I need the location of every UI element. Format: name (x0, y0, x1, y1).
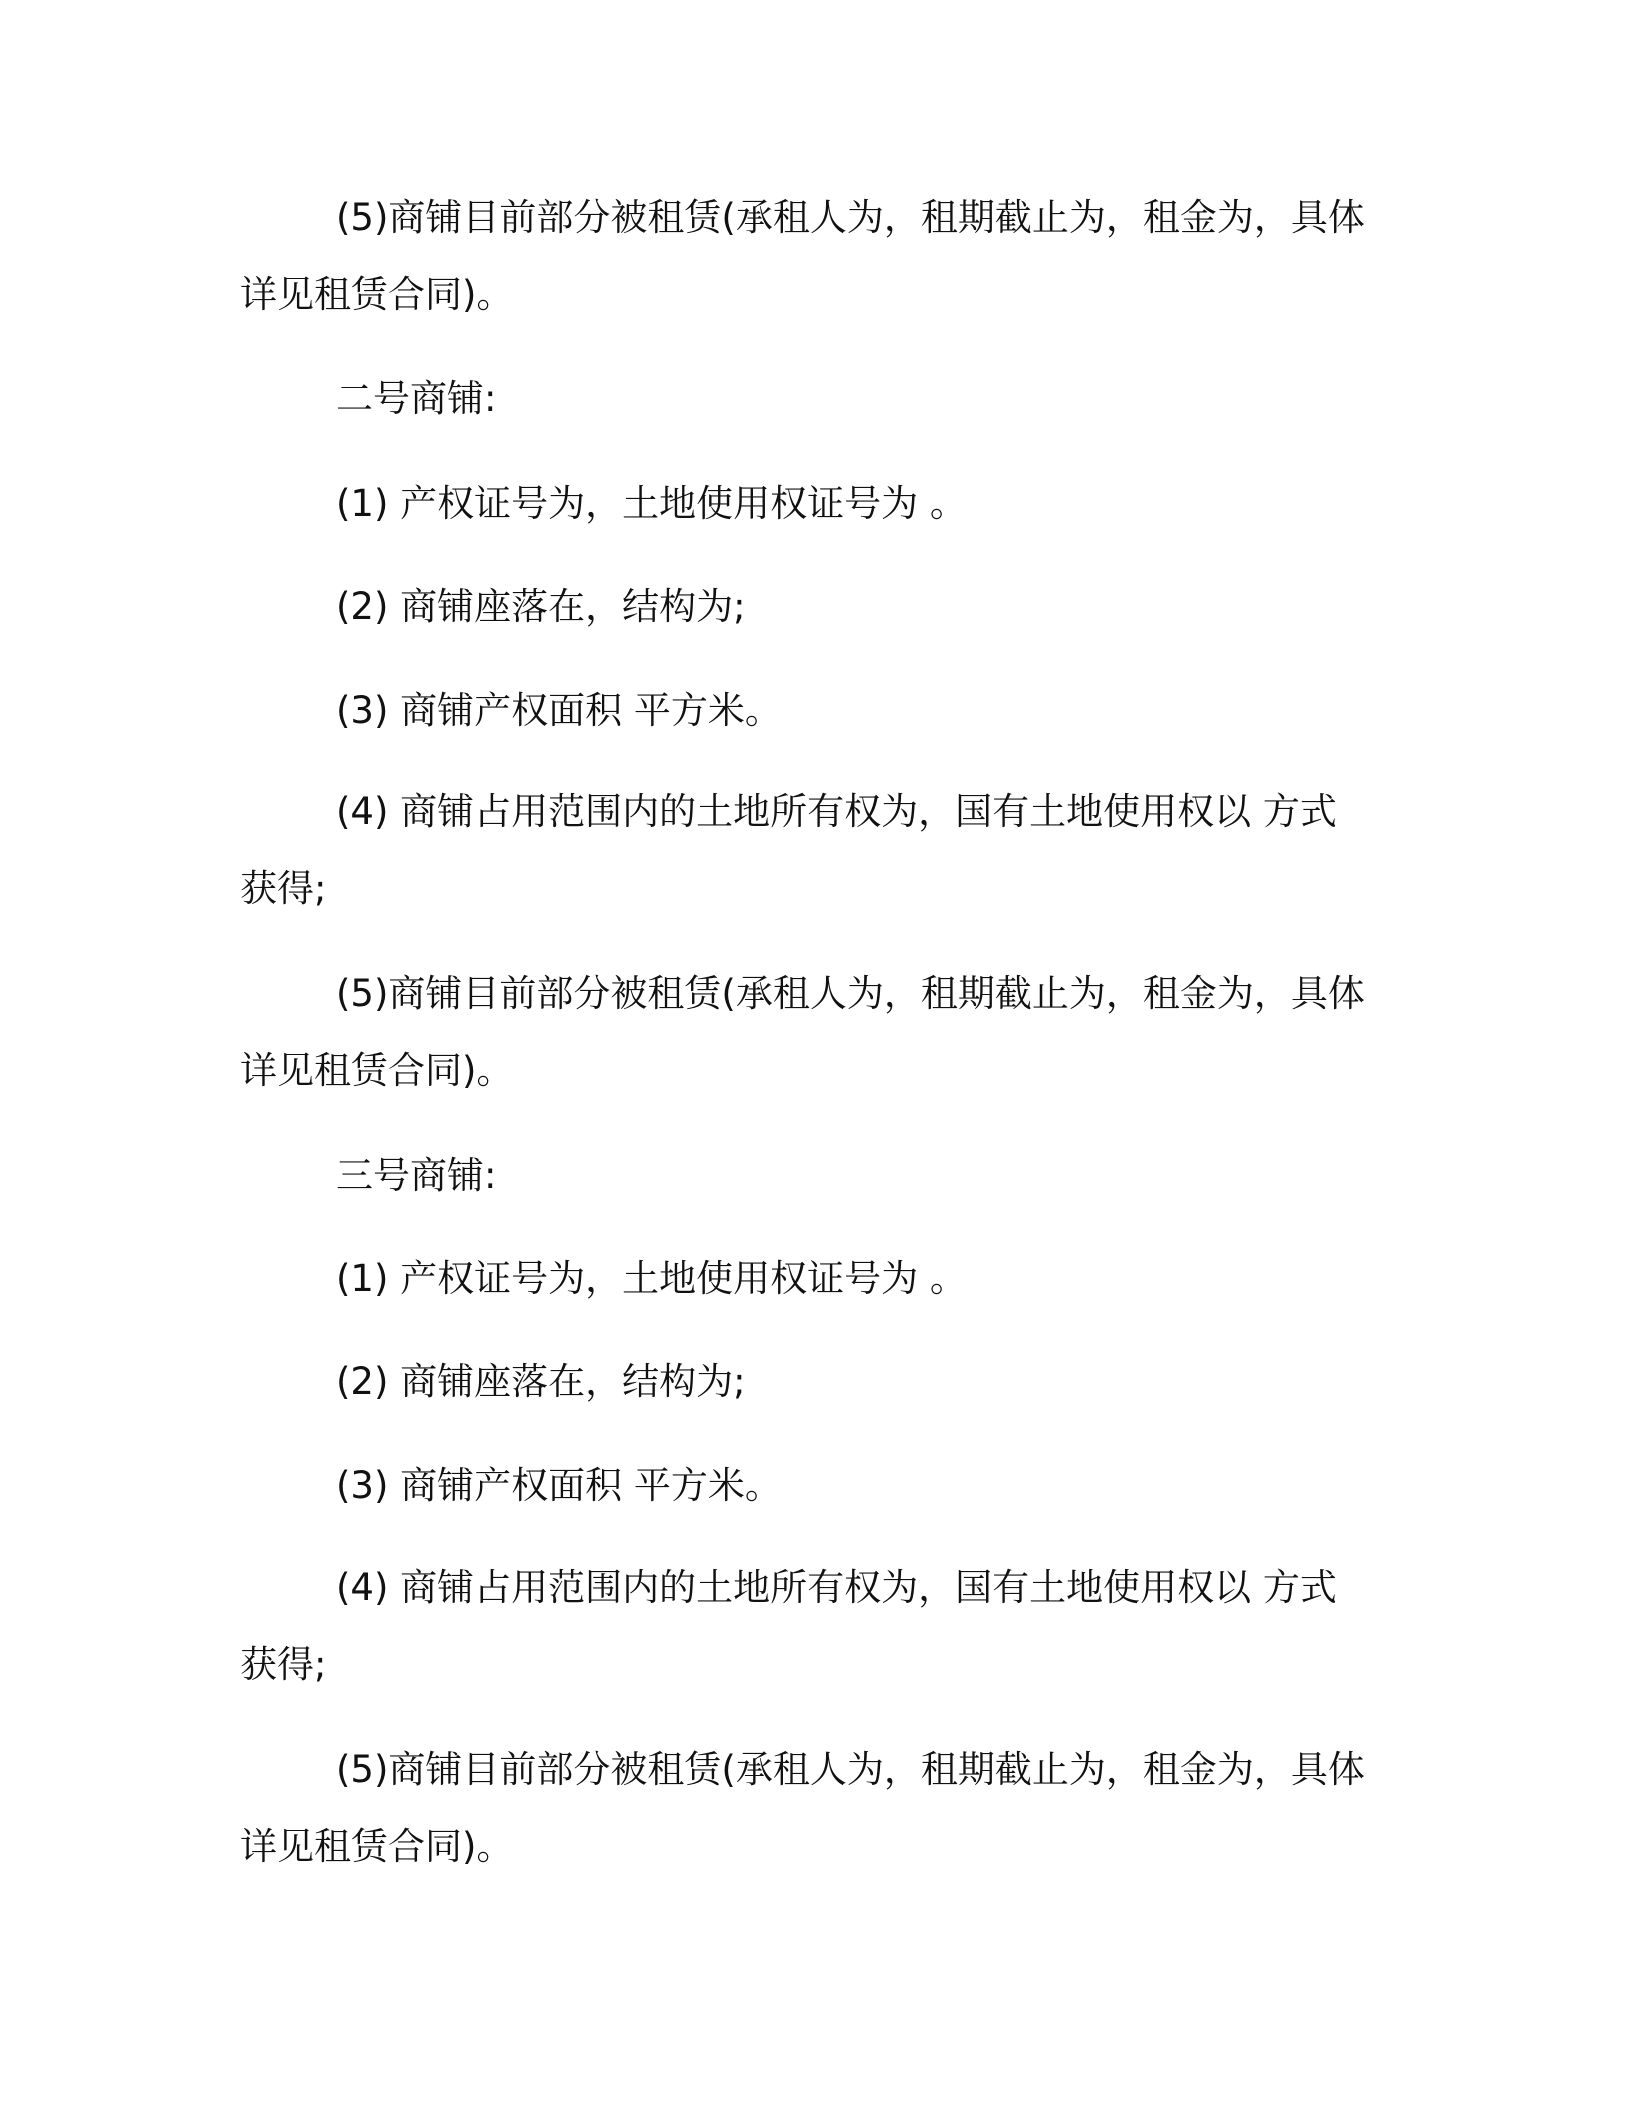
paragraph-shop2-item1: (1) 产权证号为，土地使用权证号为 。 (336, 482, 967, 525)
paragraph-shop3-item1: (1) 产权证号为，土地使用权证号为 。 (336, 1257, 967, 1300)
paragraph-shop2-item4: (4) 商铺占用范围内的土地所有权为，国有土地使用权以 方式获得; (240, 790, 1337, 910)
paragraph-shop3-item3: (3) 商铺产权面积 平方米。 (336, 1464, 782, 1507)
paragraph-shop2-item5: (5)商铺目前部分被租赁(承租人为，租期截止为，租金为，具体详见租赁合同)。 (240, 972, 1365, 1092)
paragraph-shop2-item2: (2) 商铺座落在，结构为; (336, 585, 746, 628)
paragraph-shop3-item4: (4) 商铺占用范围内的土地所有权为，国有土地使用权以 方式获得; (240, 1566, 1337, 1686)
heading-shop3: 三号商铺: (336, 1154, 497, 1197)
paragraph-shop2-item3: (3) 商铺产权面积 平方米。 (336, 689, 782, 732)
heading-shop2: 二号商铺: (336, 377, 497, 420)
paragraph-shop3-item2: (2) 商铺座落在，结构为; (336, 1360, 746, 1403)
paragraph-shop3-item5: (5)商铺目前部分被租赁(承租人为，租期截止为，租金为，具体详见租赁合同)。 (240, 1748, 1365, 1868)
paragraph-shop1-item5: (5)商铺目前部分被租赁(承租人为，租期截止为，租金为，具体详见租赁合同)。 (240, 196, 1365, 316)
